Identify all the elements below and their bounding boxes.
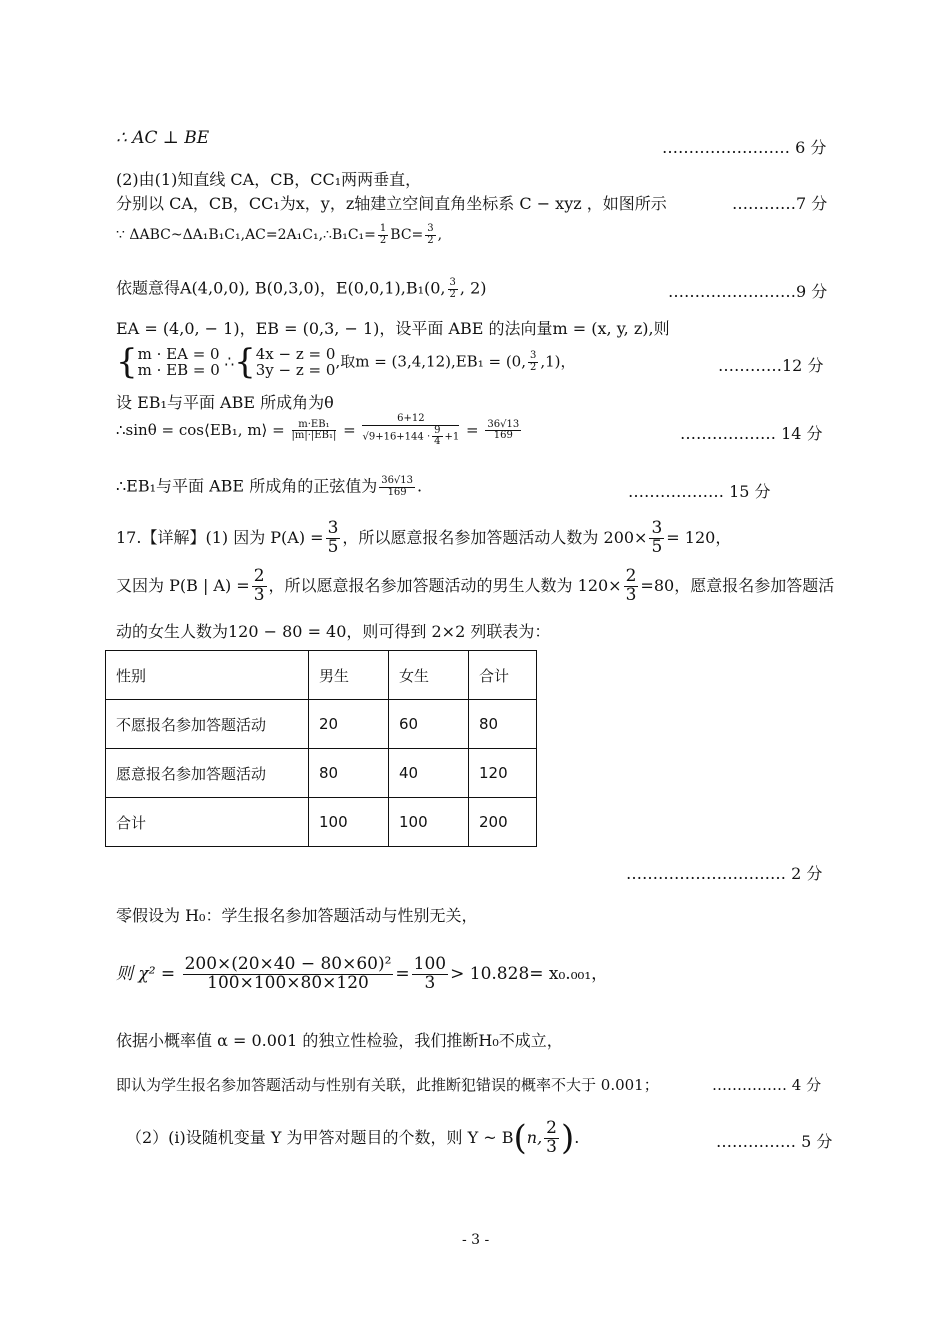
table-cell: 100	[309, 798, 389, 847]
system-1: m · EA = 0 m · EB = 0	[137, 344, 220, 380]
part2-intro: (2)由(1)知直线 CA，CB，CC₁两两垂直，	[116, 170, 422, 189]
fraction-hundred-third: $\frac{100}{3}$	[413, 954, 447, 993]
fraction-two-thirds: $\frac{2}{3}$	[253, 566, 265, 605]
therefore-symbol: ∴	[224, 352, 235, 371]
conclusion-ac-perp-be: ∴ AC ⊥ BE	[116, 128, 210, 148]
normal-vector-text: ,取m = (3,4,12),EB₁ = (0,	[335, 352, 526, 371]
left-brace: {	[116, 342, 138, 382]
male-count-result: =80，愿意报名参加答题活	[640, 575, 835, 595]
left-paren: (	[513, 1118, 527, 1158]
q17-line-1	[116, 520, 731, 557]
fraction-three-fifths-2: $\frac{3}{5}$	[651, 518, 663, 557]
table-cell: 60	[389, 700, 469, 749]
sine-conclusion-text: ∴EB₁与平面 ABE 所成角的正弦值为	[116, 476, 378, 496]
vectors-line: EA = (4,0, − 1)，EB = (0,3, − 1)，设平面 ABE 的法向量m = (x, y, z),则	[116, 319, 670, 338]
score-7: …………7 分	[732, 194, 828, 213]
table-row	[106, 700, 537, 749]
fraction-three-fifths: $\frac{3}{5}$	[327, 518, 339, 557]
sine-text: ∴sinθ = cos⟨EB₁, m⟩ =	[116, 420, 285, 439]
table-row	[106, 749, 537, 798]
chi-square-line	[116, 956, 608, 993]
fraction-two-thirds-2: $\frac{2}{3}$	[625, 566, 637, 605]
table-cell: 40	[389, 749, 469, 798]
left-brace-2: {	[234, 342, 256, 382]
coordinate-system-line	[116, 194, 667, 213]
fraction-sine-value: 6+12 √9+16+144 · $\frac{9}{4}$ +1	[362, 413, 460, 447]
score-4: …………… 4 分	[712, 1076, 822, 1094]
fraction-sine-answer: $\frac{36√13}{169}$	[381, 475, 414, 498]
q17-total-result: = 120，	[666, 527, 732, 547]
period-end: .	[574, 1127, 580, 1147]
angle-def-line: 设 EB₁与平面 ABE 所成角为θ	[116, 393, 334, 412]
table-header-cell: 性别	[106, 651, 309, 700]
score-14: ……………… 14 分	[680, 424, 823, 443]
points-text: 依题意得A(4,0,0), B(0,3,0)，E(0,0,1),B₁(0,	[116, 278, 446, 298]
sine-line	[116, 414, 523, 448]
fraction-three-half-eb1: $\frac{3}{2}$	[530, 350, 537, 373]
score-9: ……………………9 分	[668, 282, 828, 301]
table-cell: 愿意报名参加答题活动	[106, 749, 309, 798]
score-2: ………………………… 2 分	[626, 864, 823, 883]
table-header-row	[106, 651, 537, 700]
null-hypothesis-line: 零假设为 H₀：学生报名参加答题活动与性别无关，	[116, 906, 478, 925]
chi-square-compare: > 10.828= x₀.₀₀₁，	[450, 963, 609, 984]
q17-intro: 17.【详解】(1) 因为 P(A) =	[116, 527, 324, 547]
fraction-half: $\frac{1}{2}$	[379, 223, 387, 246]
independence-test-line: 依据小概率值 α = 0.001 的独立性检验，我们推断H₀不成立，	[116, 1031, 563, 1050]
chi-square-label: 则 χ² =	[116, 963, 176, 984]
table-cell: 200	[469, 798, 537, 847]
table-cell: 120	[469, 749, 537, 798]
score-12: …………12 分	[718, 356, 824, 375]
fraction-three-half-b1: $\frac{3}{2}$	[449, 277, 456, 300]
table-cell: 80	[469, 700, 537, 749]
period: .	[417, 476, 423, 496]
binomial-text: （2）(i)设随机变量 Y 为甲答对题目的个数，则 Y ~ B	[126, 1127, 514, 1147]
table-cell: 20	[309, 700, 389, 749]
binomial-n: n,	[526, 1127, 543, 1147]
fraction-cos-formula: $\frac{\text{m·EB₁}}{\text{|m|·|EB₁|}}$	[291, 418, 337, 442]
bc-text: BC=	[390, 227, 424, 243]
table-header-cell: 男生	[309, 651, 389, 700]
score-6: …………………… 6 分	[662, 138, 827, 157]
table-cell: 80	[309, 749, 389, 798]
part2-binomial-line	[126, 1118, 579, 1159]
table-header-cell: 合计	[469, 651, 537, 700]
equals-1: =	[343, 420, 356, 439]
q17-total-text: ，所以愿意报名参加答题活动人数为 200×	[342, 527, 648, 547]
equals-2: =	[466, 420, 479, 439]
male-count-text: ，所以愿意报名参加答题活动的男生人数为 120×	[268, 575, 622, 595]
table-cell: 不愿报名参加答题活动	[106, 700, 309, 749]
table-row	[106, 798, 537, 847]
system-line	[116, 342, 576, 383]
equals-chi: =	[395, 963, 410, 984]
score-5: …………… 5 分	[716, 1132, 833, 1151]
female-count-line: 动的女生人数为120 − 80 = 40，则可得到 2×2 列联表为：	[116, 622, 551, 641]
table-cell: 100	[389, 798, 469, 847]
table-cell: 合计	[106, 798, 309, 847]
fraction-two-thirds-binomial: $\frac{2}{3}$	[546, 1118, 557, 1157]
fraction-result: $\frac{36√13}{169}$	[487, 418, 520, 442]
coordinate-system-text: 分别以 CA，CB，CC₁为x，y，z轴建立空间直角坐标系 C − xyz	[116, 194, 582, 213]
score-15: ……………… 15 分	[628, 482, 771, 501]
table-header-cell: 女生	[389, 651, 469, 700]
similar-triangle-text: ∵ ΔABC~ΔA₁B₁C₁,AC=2A₁C₁,∴B₁C₁=	[116, 227, 376, 243]
fraction-nine-four: $\frac{9}{4}$	[434, 424, 441, 447]
normal-vector-tail: ,1)，	[540, 352, 576, 371]
similar-triangle-line	[116, 224, 442, 246]
fraction-chi-square: $\frac{\text{200×(20×40 − 80×60)²}}{100\times 100\times 80\times 120}$	[184, 954, 392, 993]
conclusion-line: 即认为学生报名参加答题活动与性别有关联，此推断犯错误的概率不大于 0.001；	[116, 1076, 659, 1094]
page-number: - 3 -	[462, 1232, 490, 1248]
right-paren: )	[561, 1118, 575, 1158]
q17-line-2	[116, 568, 834, 605]
as-shown-text: ，如图所示	[586, 194, 667, 213]
conditional-prob-text: 又因为 P(B | A) =	[116, 575, 250, 595]
points-tail: , 2)	[459, 278, 487, 298]
fraction-three-half: $\frac{3}{2}$	[427, 223, 434, 246]
contingency-table	[105, 650, 537, 847]
sine-conclusion-line	[116, 476, 422, 498]
points-line	[116, 278, 487, 300]
comma: ,	[437, 227, 443, 243]
system-2: 4x − z = 0 3y − z = 0	[255, 344, 336, 380]
